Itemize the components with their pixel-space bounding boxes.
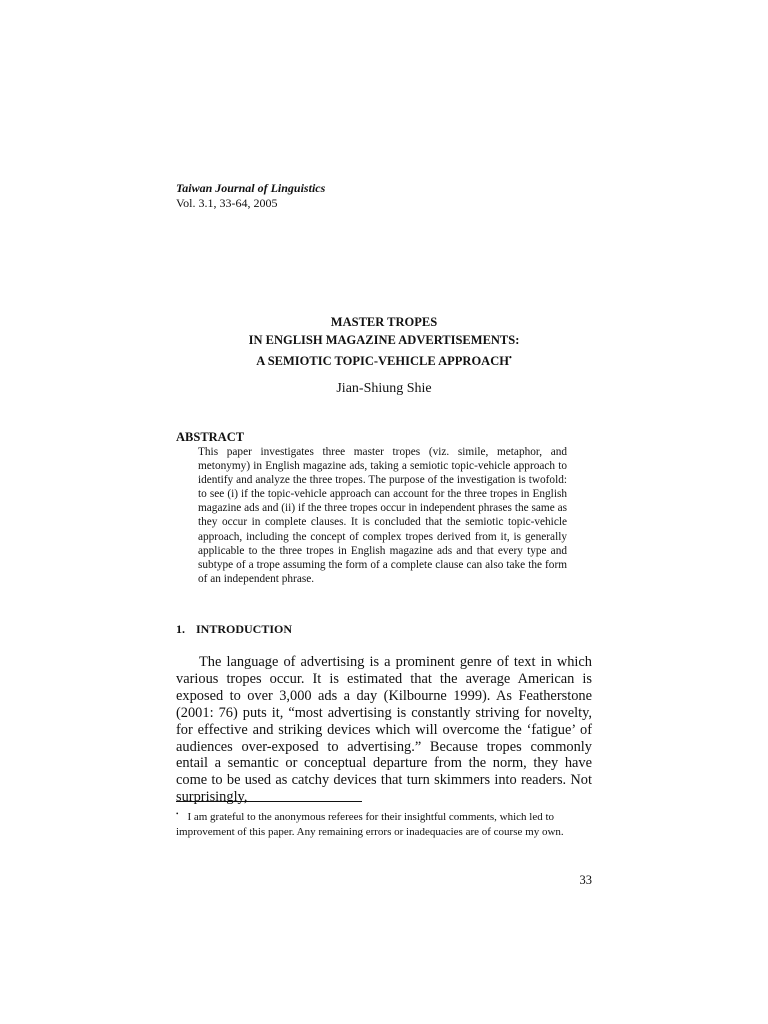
footnote-mark: •	[176, 810, 179, 818]
title-line-1: MASTER TROPES	[330, 315, 438, 329]
title-line-3-text: A SEMIOTIC TOPIC-VEHICLE APPROACH	[256, 354, 509, 368]
section-heading	[176, 622, 292, 637]
author-name: Jian-Shiung Shie	[336, 381, 432, 396]
abstract-heading: ABSTRACT	[176, 430, 245, 444]
intro-paragraph: The language of advertising is a prominent genre of text in which various tropes occur. It is estimated that the average American is exposed to over 3,000 ads a day (Kilbourne 1999). As Featherstone (2001: 76) puts it, “most advertising is constantly striving for novelty, for effective and striking devices which will overcome the ‘fatigue’ of audiences over-exposed to advertising.” Because tropes commonly entail a semantic or conceptual departure from the norm, they have come to be used as catchy devices that turn skimmers into readers. Not surprisingly,	[176, 654, 592, 806]
page-number: 33	[579, 873, 592, 887]
footnote-divider	[176, 801, 362, 802]
journal-name: Taiwan Journal of Linguistics	[176, 181, 326, 195]
journal-volume: Vol. 3.1, 33-64, 2005	[176, 196, 278, 210]
footnote	[176, 807, 592, 840]
title-line-2: IN ENGLISH MAGAZINE ADVERTISEMENTS:	[248, 333, 520, 347]
journal-header	[176, 181, 325, 211]
title-footnote-mark: •	[508, 353, 512, 362]
title-line-3	[176, 349, 592, 370]
abstract-text: This paper investigates three master tropes (viz. simile, metaphor, and metonymy) in English magazine ads, taking a semiotic topic-vehicle approach to identify and analyze the three tropes. The purpose of the investigation is twofold: to see (i) if the topic-vehicle approach can account for the three tropes in English magazine ads and (ii) if the three tropes occur in independent phrases the same as they occur in complete clauses. It is concluded that the semiotic topic-vehicle approach, including the concept of complex tropes derived from it, is generally applicable to the three tropes in English magazine ads and that every type and subtype of a trope assuming the form of a complete clause can also take the form of an independent phrase.	[198, 446, 567, 585]
footnote-text: I am grateful to the anonymous referees for their insightful comments, which led to improvement of this paper. Any remaining errors or inadequacies are of course my own.	[176, 811, 564, 838]
section-title: INTRODUCTION	[196, 622, 293, 636]
section-number: 1.	[176, 622, 185, 636]
paper-title	[176, 313, 592, 370]
